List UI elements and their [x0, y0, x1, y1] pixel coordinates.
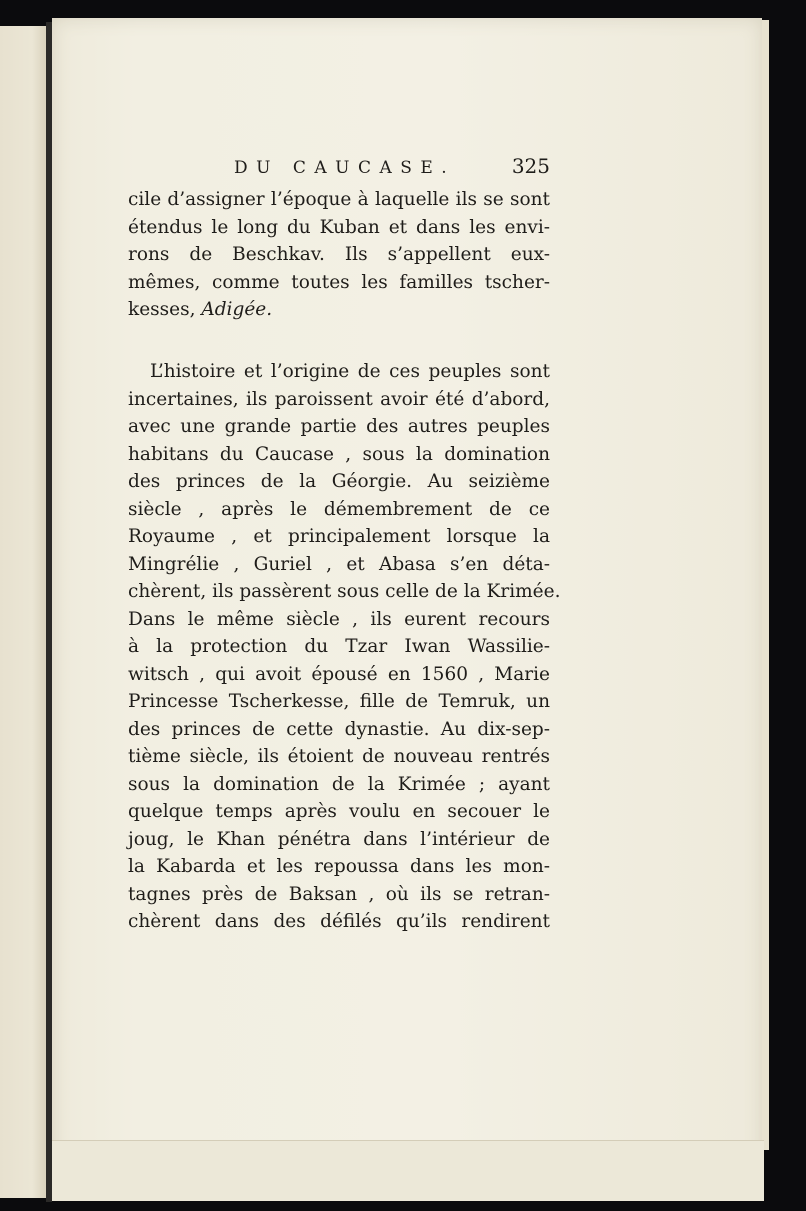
text-line: Princesse Tscherkesse, fille de Temruk, un [128, 691, 550, 712]
text-line: quelque temps après voulu en secouer le [128, 801, 550, 822]
text-line: Dans le même siècle , ils eurent recours [128, 608, 550, 630]
paragraph-1 [128, 186, 550, 324]
facing-page-edge [0, 26, 48, 1198]
text-line: Royaume , et principalement lorsque la [128, 526, 550, 547]
text-line: des princes de la Géorgie. Au seizième [128, 471, 550, 492]
text-line: chèrent dans des défilés qu’ils rendirent [128, 911, 550, 932]
text-line: sous la domination de la Krimée ; ayant [128, 773, 550, 795]
text-line: tième siècle, ils étoient de nouveau rentrés [128, 746, 550, 767]
text-line: rons de Beschkav. Ils s’appellent eux- [128, 244, 550, 265]
text-line: incertaines, ils paroissent avoir été d’abord, [128, 388, 550, 410]
text-line: siècle , après le démembrement de ce [128, 498, 550, 520]
text-line: L’histoire et l’origine de ces peuples sont [150, 361, 550, 382]
text-line: chèrent, ils passèrent sous celle de la Krimée. [128, 581, 561, 602]
text-line: witsch , qui avoit épousé en 1560 , Marie [128, 663, 550, 685]
text-line: cile d’assigner l’époque à laquelle ils se sont [128, 189, 550, 210]
text-line: tagnes près de Baksan , où ils se retran- [128, 883, 550, 905]
text-fragment: kesses, [128, 299, 202, 320]
text-line: à la protection du Tzar Iwan Wassilie- [128, 636, 550, 657]
text-line: étendus le long du Kuban et dans les envi- [128, 216, 550, 238]
text-line: la Kabarda et les repoussa dans les mon- [128, 856, 550, 877]
text-line: Mingrélie , Guriel , et Abasa s’en déta- [128, 553, 550, 575]
text-line: des princes de cette dynastie. Au dix-sep- [128, 718, 550, 740]
text-line: joug, le Khan pénétra dans l’intérieur de [128, 828, 550, 850]
text-line: avec une grande partie des autres peuples [128, 416, 550, 437]
page-bottom-edge [52, 1140, 764, 1201]
page-header [128, 152, 550, 186]
text-line [128, 296, 550, 324]
text-line: mêmes, comme toutes les familles tscher- [128, 271, 550, 293]
paragraph-2 [128, 358, 561, 936]
italic-term: Adigée. [201, 299, 273, 320]
running-head: DU CAUCASE. [234, 158, 456, 178]
page-number: 325 [511, 154, 550, 178]
text-line: habitans du Caucase , sous la domination [128, 443, 550, 465]
